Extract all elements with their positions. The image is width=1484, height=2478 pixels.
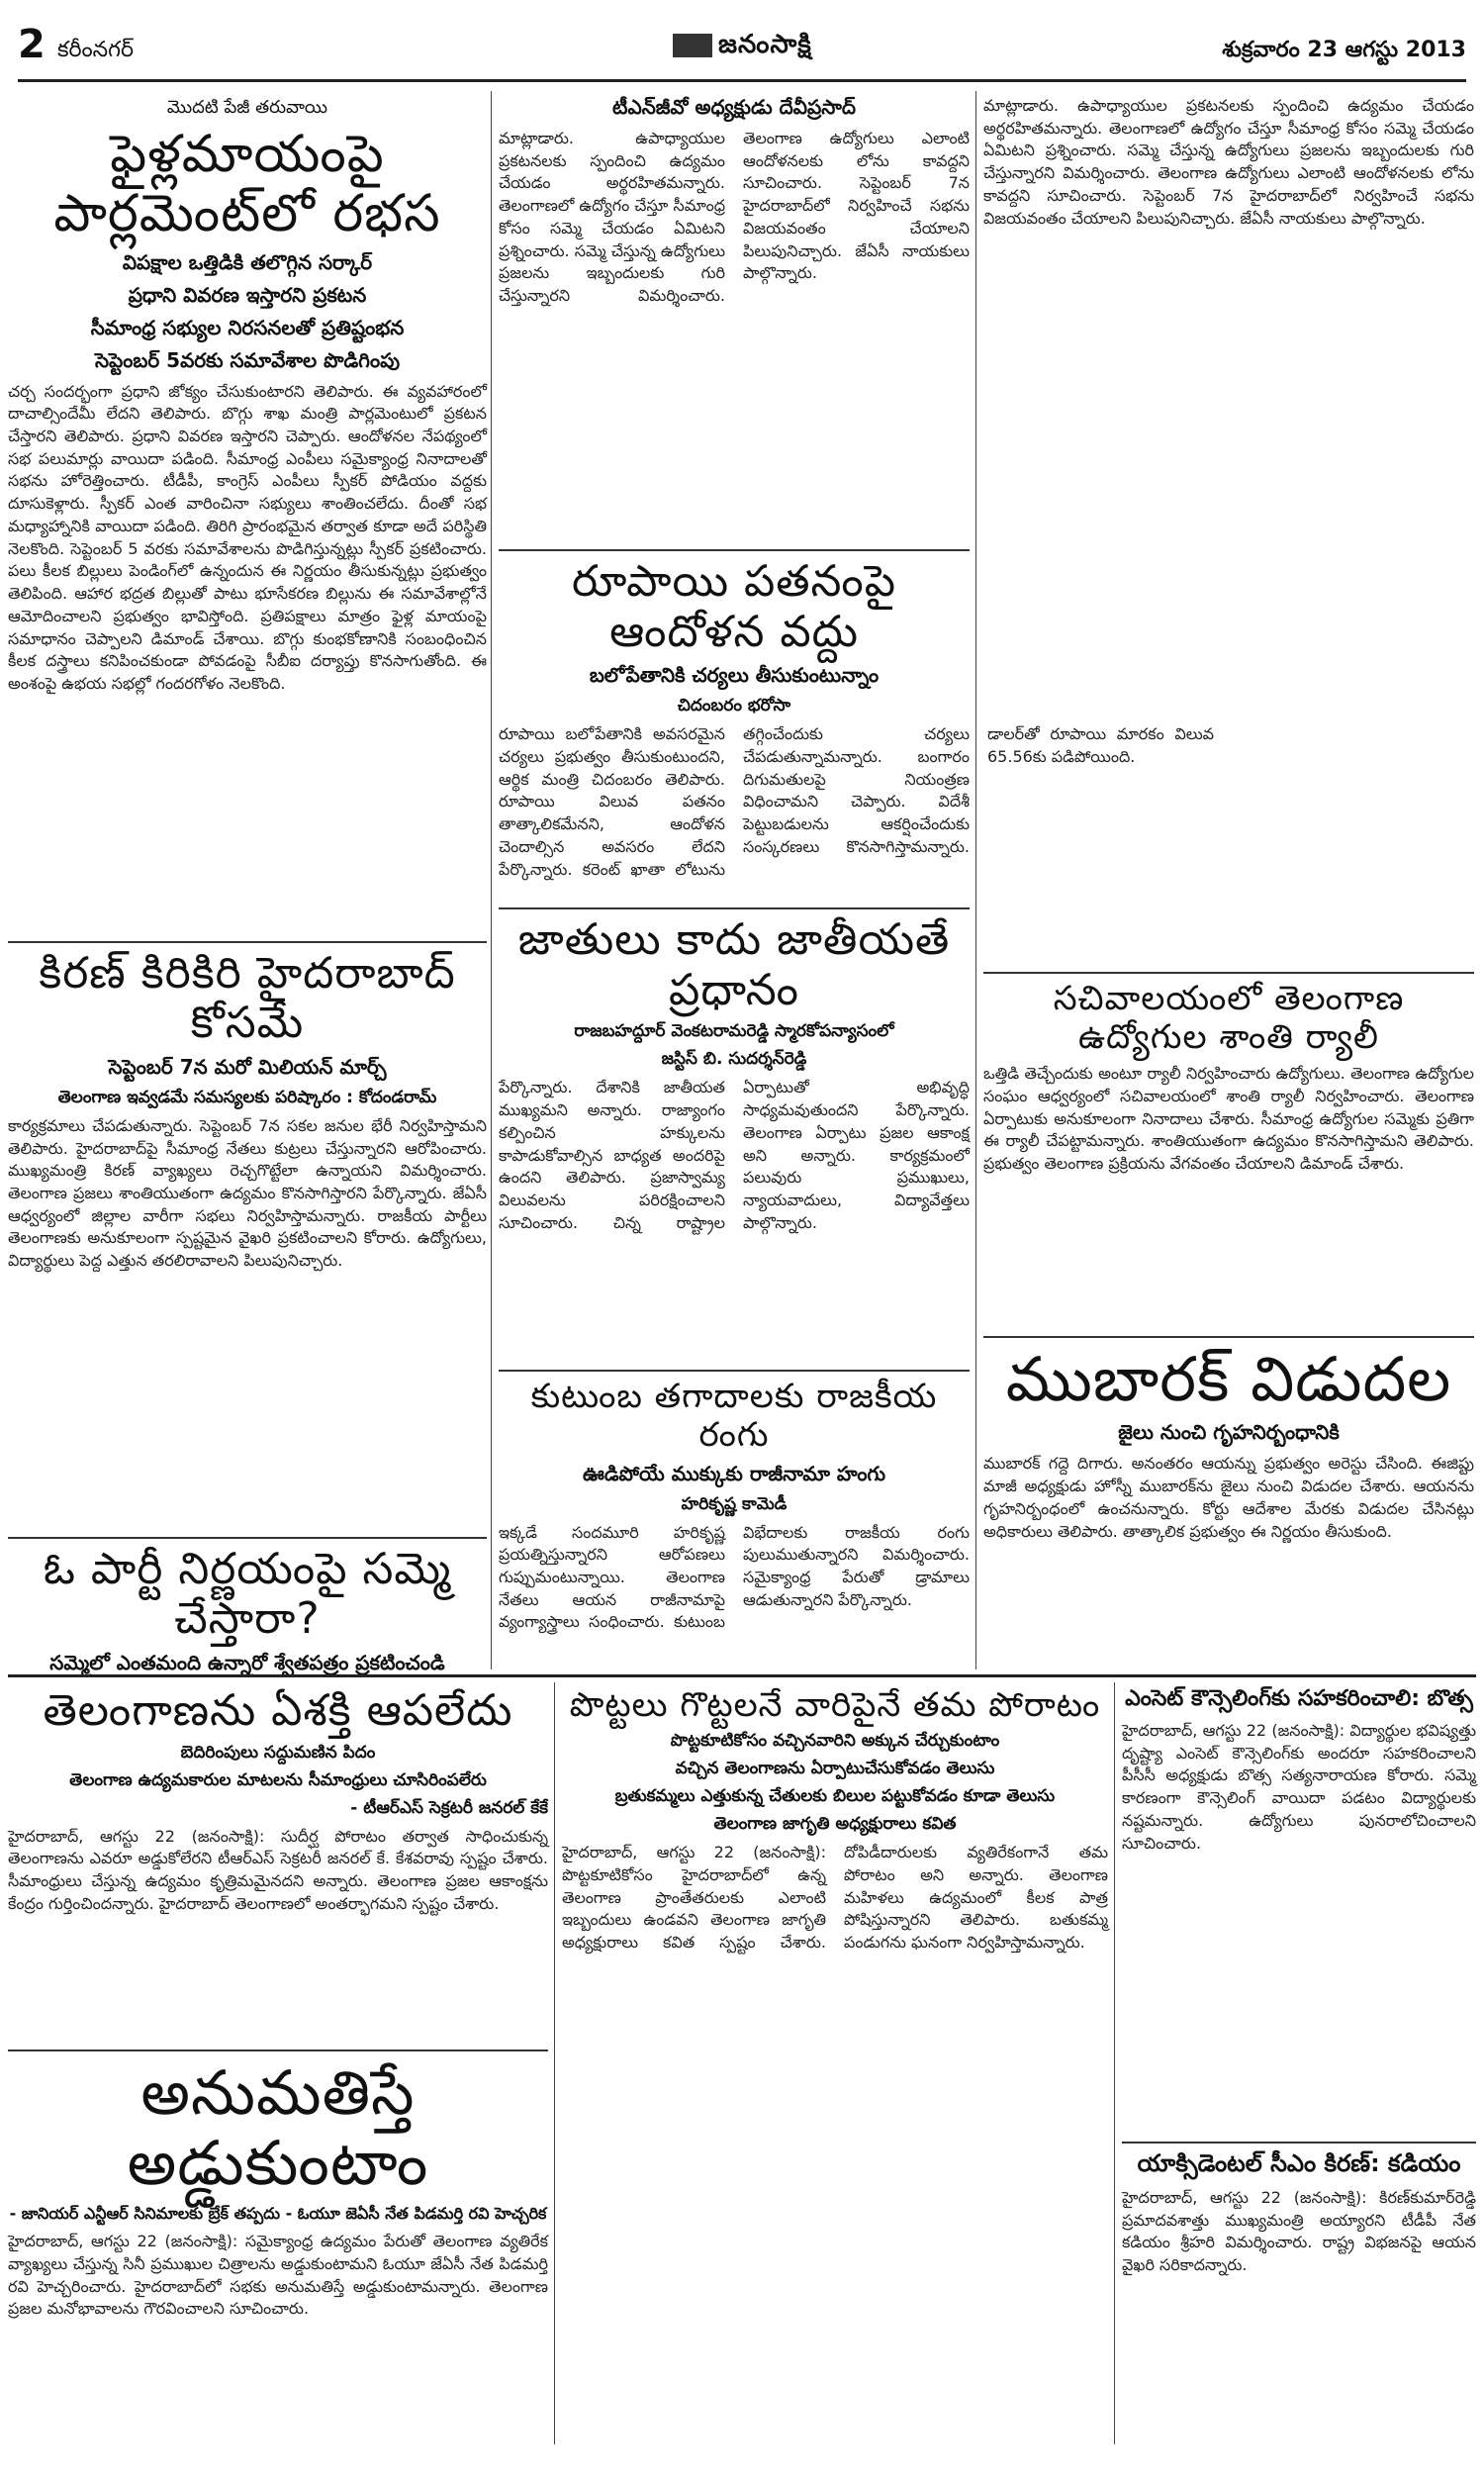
rupee-headline: రూపాయి పతనంపై ఆందోళన వద్దు: [571, 556, 897, 657]
opinion-sub: సమ్మెలో ఎంతమంది ఉన్నారో శ్వేతపత్రం ప్రకటించండి: [49, 1650, 445, 1674]
column-rule: [975, 91, 976, 1669]
kiran-sub: సెప్టెంబర్‌ 7న మరో మిలియన్‌ మార్చ్‌: [108, 1054, 387, 1079]
column-rule: [554, 1682, 555, 2444]
masthead: [673, 30, 812, 65]
section-name: కరీంనగర్: [57, 38, 135, 62]
kiran-body: కార్యక్రమాలు చేపడుతున్నారు. సెప్టెంబర్‌ 7న సకల జనుల భేరీ నిర్వహిస్తామని తెలిపారు. హైదరాబాద్‌పై సీమాంధ్ర నేతలు కుట్రలు చేస్తున్నారని ఆరోపించారు. ముఖ్యమంత్రి కిరణ్‌ వ్యాఖ్యలు రెచ్చగొట్టేలా ఉన్నాయని విమర్శించారు. తెలంగాణ ప్రజలు శాంతియుతంగా ఉద్యమం కొనసాగిస్తారని పేర్కొన్నారు. జేఏసీ ఆధ్వర్యంలో జిల్లాల వారీగా సభలు నిర్వహిస్తామన్నారు. రాజకీయ పార్టీలు తెలంగాణకు అనుకూలంగా స్పష్టమైన వైఖరి ప్రకటించాలని కోరారు. ఉద్యోగులు, విద్యార్థులు పెద్ద ఎత్తున తరలిరావాలని పిలుపునిచ్చారు.: [8, 1115, 487, 1271]
divider: [499, 549, 970, 551]
divider: [1122, 2142, 1476, 2144]
family-headline: కుటుంబ తగాదాలకు రాజకీయ రంగు: [530, 1377, 938, 1456]
issue-date: శుక్రవారం 23 ఆగస్టు 2013: [1222, 38, 1466, 62]
caste-sub: రాజబహద్దూర్‌ వెంకటరామరెడ్డి స్మారకోపన్యాసంలో: [574, 1021, 894, 1042]
masthead-logo-icon: [673, 34, 712, 57]
lead-kicker: మొదటి పేజీ తరువాయి: [166, 97, 328, 118]
divider: [499, 1370, 970, 1372]
lead-body: చర్చ సందర్భంగా ప్రధాని జోక్యం చేసుకుంటారని తెలిపారు. ఈ వ్యవహారంలో దాచాల్సిందేమీ లేదని తెలిపారు. బొగ్గు శాఖ మంత్రి పార్లమెంటులో ప్రకటన చేస్తారని తెలిపారు. ప్రధాని వివరణ ఇస్తారని చెప్పారు. ఆందోళనల నేపథ్యంలో సభ పలుమార్లు వాయిదా పడింది. సీమాంధ్ర ఎంపీలు సమైక్యాంధ్ర నినాదాలతో సభను హోరెత్తించారు. టీడీపీ, కాంగ్రెస్‌ ఎంపీలు స్పీకర్‌ పోడియం వద్దకు దూసుకెళ్లారు. స్పీకర్‌ ఎంత వారించినా సభ్యులు శాంతించలేదు. దీంతో సభ మధ్యాహ్నానికి వాయిదా పడింది. తిరిగి ప్రారంభమైన తర్వాత కూడా అదే పరిస్థితి నెలకొంది. సెప్టెంబర్‌ 5 వరకు సమావేశాలను పొడిగిస్తున్నట్లు స్పీకర్‌ ప్రకటించారు. పలు కీలక బిల్లులు పెండింగ్‌లో ఉన్నందున ఈ నిర్ణయం తీసుకున్నట్లు ప్రభుత్వం తెలిపింది. ఆహార భద్రత బిల్లుతో పాటు భూసేకరణ బిల్లును ఈ సమావేశాల్లోనే ఆమోదించాలని ప్రభుత్వం భావిస్తోంది. ప్రతిపక్షాలు మాత్రం ఫైళ్ల మాయంపై సమాధానం చెప్పాలని డిమాండ్‌ చేశాయి. బొగ్గు కుంభకోణానికి సంబంధించిన కీలక దస్త్రాలు కనిపించకుండా పోవడంపై సీబీఐ దర్యాప్తు కొనసాగుతోంది. ఈ అంశంపై ఉభయ సభల్లో గందరగోళం నెలకొంది.: [8, 381, 487, 693]
middle-column: [499, 91, 1214, 1669]
eamcet-headline: ఎంసెట్‌ కౌన్సెలింగ్‌కు సహకరించాలి: బొత్స: [1125, 1686, 1473, 1711]
land-headline: పొట్టలు గొట్టలనే వారిపైనే తమ పోరాటం: [569, 1685, 1101, 1725]
lead-sub-1: విపక్షాల ఒత్తిడికి తలొగ్గిన సర్కార్‌: [122, 249, 373, 274]
telangana-story: [8, 1682, 548, 2444]
lead-sub-2: ప్రధాని వివరణ ఇస్తారని ప్రకటన: [128, 282, 367, 307]
caste-byline: జస్టిస్‌ బి. సుదర్శన్‌రెడ్డి: [661, 1049, 807, 1070]
telangana-byline: - టీఆర్‌ఎస్‌ సెక్రటరీ జనరల్‌ కేకే: [350, 1797, 548, 1818]
telangana-headline: తెలంగాణను ఏశక్తి ఆపలేదు: [43, 1685, 513, 1736]
telangana-sub-1: బెదిరింపులు సద్దుమణిన పిదం: [180, 1742, 376, 1763]
page-header: [0, 0, 1484, 79]
divider: [8, 1537, 487, 1539]
caste-headline: జాతులు కాదు జాతీయతే ప్రధానం: [517, 914, 951, 1015]
divider: [983, 1336, 1474, 1338]
lead-sub-4: సెప్టెంబర్‌ 5వరకు సమావేశాల పొడిగింపు: [94, 347, 401, 372]
rupee-body: రూపాయి బలోపేతానికి అవసరమైన చర్యలు ప్రభుత్వం తీసుకుంటుందని, ఆర్థిక మంత్రి చిదంబరం తెలిపారు. రూపాయి విలువ పతనం తాత్కాలికమేనని, ఆందోళన చెందాల్సిన అవసరం లేదని పేర్కొన్నారు. కరెంట్‌ ఖాతా లోటును తగ్గించేందుకు చర్యలు చేపడుతున్నామన్నారు. బంగారం దిగుమతులపై నియంత్రణ విధించామని చెప్పారు. విదేశీ పెట్టుబడులను ఆకర్షించేందుకు సంస్కరణలు కొనసాగిస్తామన్నారు. డాలర్‌తో రూపాయి మారకం విలువ 65.56కు పడిపోయింది.: [499, 724, 1214, 879]
mubarak-sub: జైలు నుంచి గృహనిర్బంధానికి: [1118, 1420, 1340, 1445]
column-rule: [491, 91, 492, 1669]
secretariat-body: ఒత్తిడి తెచ్చేందుకు అంటూ ర్యాలీ నిర్వహించారు ఉద్యోగులు. తెలంగాణ ఉద్యోగుల సంఘం ఆధ్వర్యంలో సచివాలయంలో శాంతి ర్యాలీ నిర్వహించారు. తెలంగాణ ఏర్పాటుకు అనుకూలంగా నినాదాలు చేశారు. సీమాంధ్ర ఉద్యోగుల సమ్మెకు ప్రతిగా ఈ ర్యాలీ చేపట్టామన్నారు. శాంతియుతంగా ఉద్యమం కొనసాగిస్తామని తెలిపారు. ప్రభుత్వం తెలంగాణ ప్రక్రియను వేగవంతం చేయాలని డిమాండ్‌ చేశారు.: [983, 1064, 1474, 1174]
rupee-byline: చిదంబరం భరోసా: [677, 696, 791, 716]
lead-sub-3: సీమాంధ్ర సభ్యుల నిరసనలతో ప్రతిష్టంభన: [90, 315, 405, 339]
permission-headline: అనుమతిస్తే అడ్డుకుంటాం: [127, 2055, 429, 2199]
secretariat-headline: సచివాలయంలో తెలంగాణ ఉద్యోగుల శాంతి ర్యాలీ: [1053, 979, 1405, 1058]
lead-column: [8, 91, 487, 1674]
opinion-headline: ఓ పార్టీ నిర్ణయంపై సమ్మె చేస్తారా?: [43, 1543, 452, 1645]
divider: [499, 907, 970, 909]
kavitha-story: [562, 1682, 1108, 2444]
land-byline: తెలంగాణ జాగృతి అధ్యక్షురాలు కవిత: [713, 1814, 957, 1835]
continued-body: మాట్లాడారు. ఉపాధ్యాయుల ప్రకటనలకు స్పందించి ఉద్యమం చేయడం అర్థరహితమన్నారు. తెలంగాణలో ఉద్యోగం చేస్తూ సీమాంధ్ర కోసం సమ్మె చేయడం ఏమిటని ప్రశ్నించారు. సమ్మె చేస్తున్న ఉద్యోగులు ప్రజలను ఇబ్బందులకు గురి చేస్తున్నారని విమర్శించారు. తెలంగాణ ఉద్యోగులు ఎలాంటి ఆందోళనలకు లోను కావద్దని సూచించారు. సెప్టెంబర్‌ 7న హైదరాబాద్‌లో నిర్వహించే సభను విజయవంతం చేయాలని పిలుపునిచ్చారు. జేఏసీ నాయకులు పాల్గొన్నారు.: [983, 96, 1474, 228]
header-rule: [18, 79, 1466, 82]
kiran-headline: కిరణ్‌ కిరికిరి హైదరాబాద్‌ కోసమే: [39, 947, 456, 1049]
eamcet-story: [1122, 1682, 1476, 2444]
mubarak-headline: ముబారక్‌ విడుదల: [1005, 1343, 1452, 1416]
land-sub-1: పొట్టకూటికోసం వచ్చినవారిని అక్కున చేర్చుకుంటాం: [670, 1731, 1000, 1752]
masthead-title: జనంసాక్షి: [718, 30, 812, 59]
family-byline: హరికృష్ణ కామెడీ: [681, 1493, 788, 1514]
permission-body: హైదరాబాద్‌, ఆగస్టు 22 (జనంసాక్షి): సమైక్యాంధ్ర ఉద్యమం పేరుతో తెలంగాణ వ్యతిరేక వ్యాఖ్యలు చేస్తున్న సినీ ప్రముఖుల చిత్రాలను అడ్డుకుంటామని ఓయూ జేఏసీ నేత పిడమర్తి రవి హెచ్చరించారు. హైదరాబాద్‌లో సభకు అనుమతిస్తే అడ్డుకుంటామన్నారు. తెలంగాణ ప్రజల మనోభావాలను గౌరవించాలని సూచించారు.: [8, 2232, 548, 2319]
kadiyam-headline: యాక్సిడెంటల్‌ సీఎం కిరణ్‌: కడియం: [1137, 2149, 1461, 2177]
divider: [8, 2049, 548, 2051]
column-rule: [1114, 1682, 1115, 2444]
land-sub-2: వచ్చిన తెలంగాణను ఏర్పాటుచేసుకోవడం తెలుసు: [675, 1759, 995, 1779]
trs-body: మాట్లాడారు. ఉపాధ్యాయుల ప్రకటనలకు స్పందించి ఉద్యమం చేయడం అర్థరహితమన్నారు. తెలంగాణలో ఉద్యోగం చేస్తూ సీమాంధ్ర కోసం సమ్మె చేయడం ఏమిటని ప్రశ్నించారు. సమ్మె చేస్తున్న ఉద్యోగులు ప్రజలను ఇబ్బందులకు గురి చేస్తున్నారని విమర్శించారు. తెలంగాణ ఉద్యోగులు ఎలాంటి ఆందోళనలకు లోను కావద్దని సూచించారు. సెప్టెంబర్‌ 7న హైదరాబాద్‌లో నిర్వహించే సభను విజయవంతం చేయాలని పిలుపునిచ్చారు. జేఏసీ నాయకులు పాల్గొన్నారు.: [499, 129, 970, 306]
caste-body: పేర్కొన్నారు. దేశానికి జాతీయత ముఖ్యమని అన్నారు. రాజ్యాంగం కల్పించిన హక్కులను కాపాడుకోవాల్సిన బాధ్యత అందరిపై ఉందని తెలిపారు. ప్రజాస్వామ్య విలువలను పరిరక్షించాలని సూచించారు. చిన్న రాష్ట్రాల ఏర్పాటుతో అభివృద్ధి సాధ్యమవుతుందని పేర్కొన్నారు. తెలంగాణ ఏర్పాటు ప్రజల ఆకాంక్ష అని అన్నారు. కార్యక్రమంలో పలువురు ప్రముఖులు, న్యాయవాదులు, విద్యావేత్తలు పాల్గొన్నారు.: [499, 1078, 970, 1232]
page-number: 2: [18, 22, 46, 67]
eamcet-body: హైదరాబాద్‌, ఆగస్టు 22 (జనంసాక్షి): విద్యార్థుల భవిష్యత్తు దృష్ట్యా ఎంసెట్‌ కౌన్సెలింగ్‌కు అందరూ సహకరించాలని పీసీసీ అధ్యక్షుడు బొత్స సత్యనారాయణ కోరారు. సమ్మె కారణంగా కౌన్సెలింగ్‌ వాయిదా పడటం విద్యార్థులకు నష్టమన్నారు. ఉద్యోగులు పునరాలోచించాలని సూచించారు.: [1122, 1721, 1476, 1853]
section-divider: [8, 1674, 1476, 1677]
telangana-sub-2: తెలంగాణ ఉద్యమకారుల మాటలను సీమాంధ్రులు చూసిరింపలేరు: [69, 1769, 487, 1790]
trs-kicker: టీఎన్‌జీవో అధ్యక్షుడు దేవీప్రసాద్‌: [612, 95, 856, 119]
right-column: [983, 91, 1474, 1669]
land-sub-3: బ్రతుకమ్మలు ఎత్తుకున్న చేతులకు బిలుల పట్టుకోవడం కూడా తెలుసు: [614, 1786, 1056, 1807]
mubarak-body: ముబారక్‌ గద్దె దిగారు. అనంతరం ఆయన్ను ప్రభుత్వం అరెస్టు చేసింది. ఈజిప్టు మాజీ అధ్యక్షుడు హోస్నీ ముబారక్‌ను జైలు నుంచి విడుదల చేశారు. ఆయనను గృహనిర్బంధంలో ఉంచనున్నారు. కోర్టు ఆదేశాల మేరకు విడుదల చేసినట్లు అధికారులు తెలిపారు. తాత్కాలిక ప్రభుత్వం ఈ నిర్ణయం తీసుకుంది.: [983, 1454, 1474, 1541]
land-body: హైదరాబాద్‌, ఆగస్టు 22 (జనంసాక్షి): పొట్టకూటికోసం హైదరాబాద్‌లో ఉన్న తెలంగాణ ప్రాంతేతరులకు ఎలాంటి ఇబ్బందులు ఉండవని తెలంగాణ జాగృతి అధ్యక్షురాలు కవిత స్పష్టం చేశారు. దోపిడీదారులకు వ్యతిరేకంగానే తమ పోరాటం అని అన్నారు. తెలంగాణ మహిళలు ఉద్యమంలో కీలక పాత్ర పోషిస్తున్నారని తెలిపారు. బతుకమ్మ పండుగను ఘనంగా నిర్వహిస్తామన్నారు.: [562, 1843, 1108, 1952]
kadiyam-body: హైదరాబాద్‌, ఆగస్టు 22 (జనంసాక్షి): కిరణ్‌కుమార్‌రెడ్డి ప్రమాదవశాత్తు ముఖ్యమంత్రి అయ్యారని టీడీపీ నేత కడియం శ్రీహరి విమర్శించారు. రాష్ట్ర విభజనపై ఆయన వైఖరి సరికాదన్నారు.: [1122, 2188, 1476, 2275]
family-body: ఇక్కడే సందమూరి హరికృష్ణ ప్రయత్నిస్తున్నారని ఆరోపణలు గుప్పుమంటున్నాయి. తెలంగాణ నేతలు ఆయన రాజీనామాపై వ్యంగ్యాస్త్రాలు సంధించారు. కుటుంబ విభేదాలకు రాజకీయ రంగు పులుముతున్నారని విమర్శించారు. సమైక్యాంధ్ర పేరుతో డ్రామాలు ఆడుతున్నారని పేర్కొన్నారు.: [499, 1522, 970, 1632]
permission-sub: - జానియర్‌ ఎన్టీఆర్‌ సినిమాలకు బ్రేక్‌ తప్పదు - ఓయూ జెఏసీ నేత పిడమర్తి రవి హెచ్చరిక: [9, 2204, 547, 2224]
lead-headline: ఫైళ్లమాయంపై పార్లమెంట్‌లో రభస: [53, 125, 441, 243]
family-sub: ఊడిపోయే ముక్కుకు రాజీనామా హంగు: [582, 1461, 886, 1485]
divider: [983, 972, 1474, 974]
kiran-sub-2: తెలంగాణ ఇవ్వడమే సమస్యలకు పరిష్కారం : కోదండరామ్‌: [57, 1087, 437, 1107]
telangana-body: హైదరాబాద్‌, ఆగస్టు 22 (జనంసాక్షి): సుదీర్ఘ పోరాటం తర్వాత సాధించుకున్న తెలంగాణను ఎవరూ అడ్డుకోలేరని టీఆర్‌ఎస్‌ సెక్రటరీ జనరల్‌ కే. కేశవరావు స్పష్టం చేశారు. సీమాంధ్రులు చేస్తున్న ఉద్యమం కృత్రిమమైనదని అన్నారు. తెలంగాణ ప్రజల ఆకాంక్షను కేంద్రం గుర్తించిందన్నారు. హైదరాబాద్‌ తెలంగాణలో అంతర్భాగమని స్పష్టం చేశారు.: [8, 1826, 548, 1913]
rupee-sub: బలోపేతానికి చర్యలు తీసుకుంటున్నాం: [589, 663, 880, 688]
divider: [8, 941, 487, 943]
